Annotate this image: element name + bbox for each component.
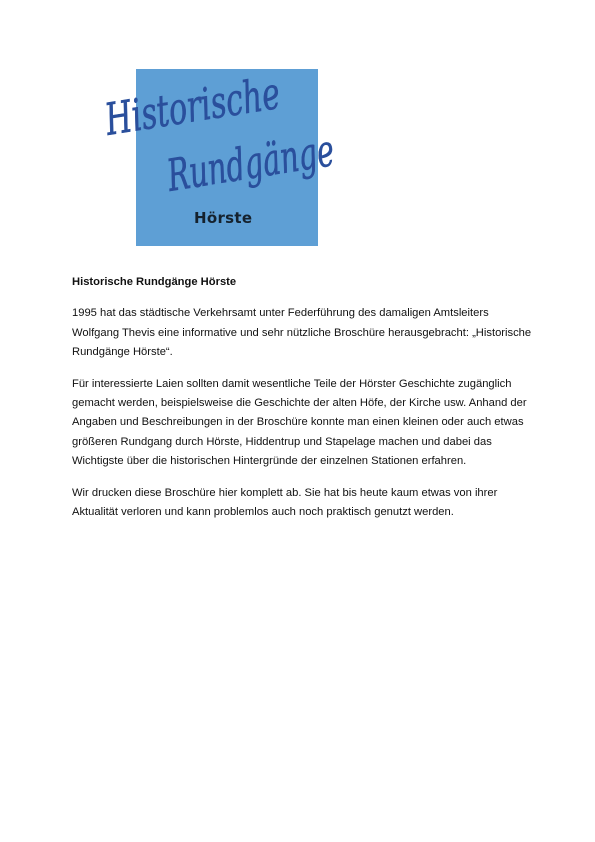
logo-line-rundgaenge: Rundgänge: [163, 111, 424, 202]
brochure-cover-image: [101, 55, 424, 246]
document-body: [72, 273, 532, 534]
logo-line-historische: Historische: [101, 55, 363, 146]
document-title: Historische Rundgänge Hörste: [72, 276, 237, 288]
paragraph-reprint: Wir drucken diese Broschüre hier komplett ab. Sie hat bis heute kaum etwas von ihrer Aktualität verloren und kann problemlos auch noch praktisch genutzt werden.: [72, 486, 498, 519]
paragraph-purpose: Für interessierte Laien sollten damit wesentliche Teile der Hörster Geschichte zugänglich gemacht werden, beispielsweise die Geschichte der alten Höfe, der Kirche usw. Anhand der Angaben und Beschreibungen in der Broschüre konnte man einen kleinen oder auch etwas größeren Rundgang durch Hörste, Hiddentrup und Stapelage machen und dabei das Wichtigste über die historischen Hintergründe der einzelnen Stationen erfahren.: [72, 377, 527, 468]
paragraph-intro: 1995 hat das städtische Verkehrsamt unter Federführung des damaligen Amtsleiters Wolfgang Thevis eine informative und sehr nützliche Broschüre herausgebracht: „Historische Rundgänge Hörste“.: [72, 307, 532, 359]
cover-place-name: Hörste: [194, 209, 253, 227]
